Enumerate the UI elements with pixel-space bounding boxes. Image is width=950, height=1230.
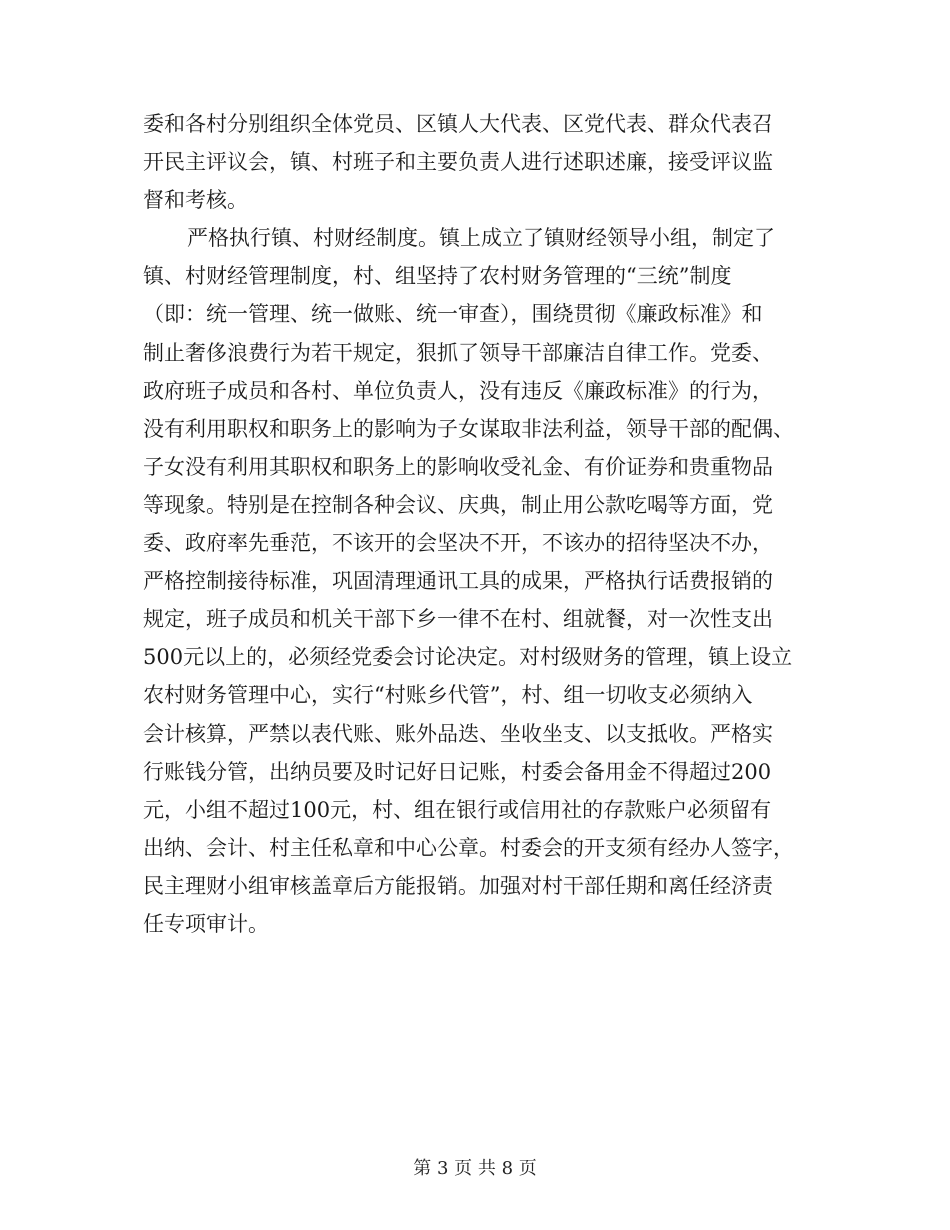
document-body	[143, 105, 808, 981]
text-line: 委和各村分别组织全体党员、区镇人大代表、区党代表、群众代表召	[143, 112, 773, 136]
text-line: 元，小组不超过100元，村、组在银行或信用社的存款账户必须留有	[143, 797, 772, 822]
page-number-footer: 第 3 页 共 8 页	[413, 1158, 537, 1179]
text-line: 任专项审计。	[143, 911, 269, 936]
paragraph	[143, 105, 808, 219]
text-line: 农村财务管理中心，实行“村账乡代管”，村、组一切收支必须纳入	[143, 683, 753, 708]
text-line: 民主理财小组审核盖章后方能报销。加强对村干部任期和离任经济责	[143, 873, 773, 898]
text-line	[143, 943, 808, 981]
text-line: （即：统一管理、统一做账、统一审查），围绕贯彻《廉政标准》和	[143, 302, 763, 327]
text-line: 制止奢侈浪费行为若干规定，狠抓了领导干部廉洁自律工作。党委、	[143, 340, 773, 365]
paragraph	[143, 219, 808, 981]
text-line: 没有利用职权和职务上的影响为子女谋取非法利益，领导干部的配偶、	[143, 416, 794, 441]
text-line: 子女没有利用其职权和职务上的影响收受礼金、有价证券和贵重物品	[143, 454, 773, 479]
text-line: 督和考核。	[143, 188, 248, 213]
text-line: 严格执行镇、村财经制度。镇上成立了镇财经领导小组，制定了	[187, 226, 775, 251]
text-line: 出纳、会计、村主任私章和中心公章。村委会的开支须有经办人签字，	[143, 835, 794, 860]
text-line: 行账钱分管，出纳员要及时记好日记账，村委会备用金不得超过200	[143, 759, 772, 784]
text-line: 500元以上的，必须经党委会讨论决定。对村级财务的管理，镇上设立	[143, 645, 793, 670]
text-line: 等现象。特别是在控制各种会议、庆典，制止用公款吃喝等方面，党	[143, 492, 773, 517]
text-line: 政府班子成员和各村、单位负责人，没有违反《廉政标准》的行为，	[143, 378, 773, 403]
text-line: 镇、村财经管理制度，村、组坚持了农村财务管理的“三统”制度	[143, 264, 732, 289]
text-line: 规定，班子成员和机关干部下乡一律不在村、组就餐，对一次性支出	[143, 607, 773, 632]
text-line: 严格控制接待标准，巩固清理通讯工具的成果，严格执行话费报销的	[143, 569, 773, 594]
text-line: 委、政府率先垂范，不该开的会坚决不开，不该办的招待坚决不办，	[143, 531, 773, 556]
text-line: 会计核算，严禁以表代账、账外品迭、坐收坐支、以支抵收。严格实	[143, 721, 773, 746]
text-line: 开民主评议会，镇、村班子和主要负责人进行述职述廉，接受评议监	[143, 150, 773, 175]
